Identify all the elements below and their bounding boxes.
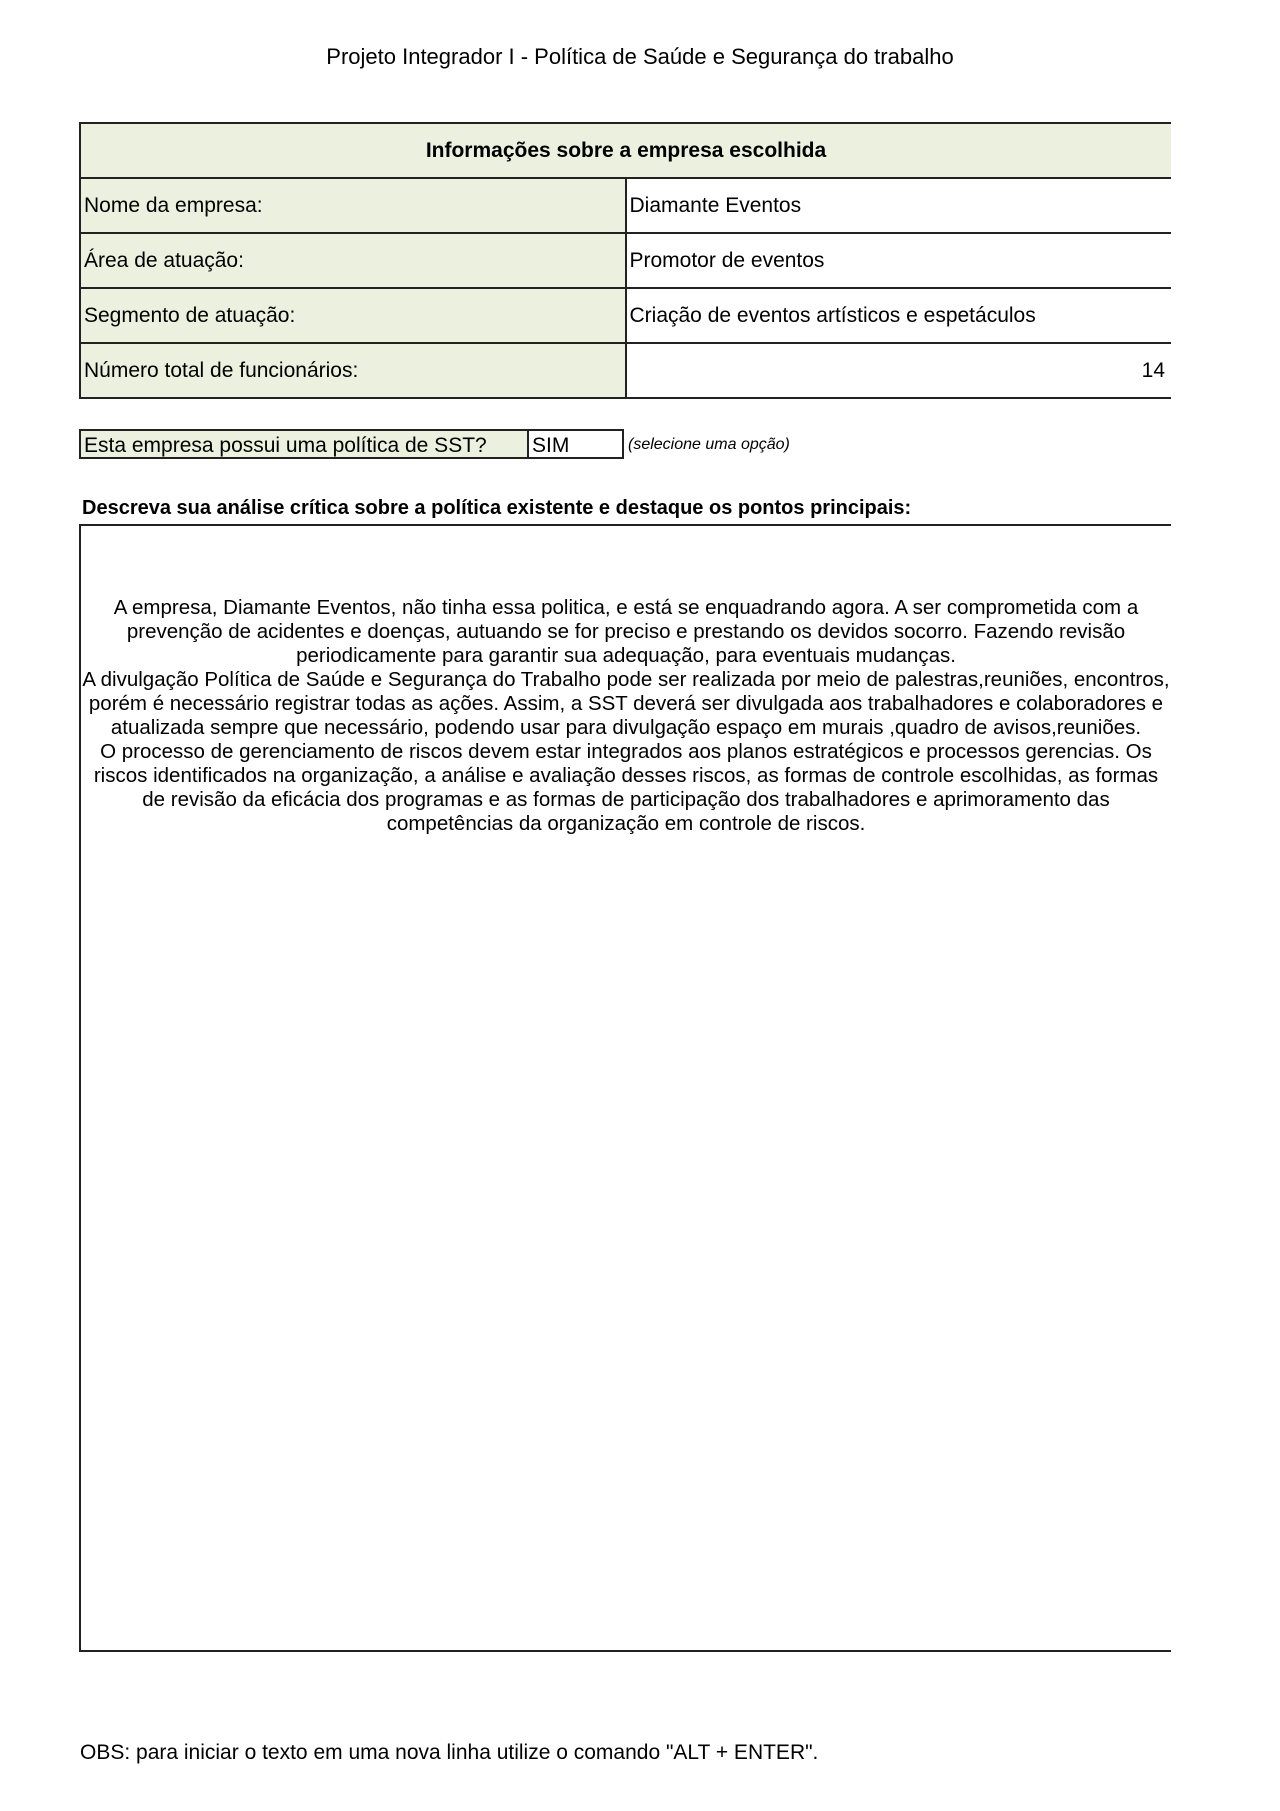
analysis-text-cell[interactable] bbox=[79, 524, 1171, 1652]
analysis-paragraph: O processo de gerenciamento de riscos devem estar integrados aos planos estratégicos e processos gerencias. Os riscos identificados na organização, a análise e avaliação desses riscos, as formas de controle escolhidas, as formas de revisão da eficácia dos programas e as formas de participação dos trabalhadores e aprimoramento das competências da organização em controle de riscos. bbox=[93, 740, 1159, 835]
analysis-paragraph: A empresa, Diamante Eventos, não tinha essa politica, e está se enquadrando agora. A ser comprometida com a prevenção de acidentes e doenças, autuando se for preciso e prestando os devidos socorro. Fazendo revisão periodicamente para garantir sua adequação, para eventuais mudanças. bbox=[113, 596, 1139, 667]
business-area-label: Área de atuação: bbox=[80, 233, 626, 288]
company-info-header-row bbox=[80, 123, 1171, 178]
business-area-row bbox=[80, 233, 1171, 288]
employee-count-row bbox=[80, 343, 1171, 398]
analysis-heading: Descreva sua análise crítica sobre a política existente e destaque os pontos principais: bbox=[82, 497, 912, 519]
company-name-row bbox=[80, 178, 1171, 233]
analysis-paragraph: A divulgação Política de Saúde e Segurança do Trabalho pode ser realizada por meio de palestras,reuniões, encontros, porém é necessário registrar todas as ações. Assim, a SST deverá ser divulgada aos trabalhadores e colaboradores e atualizada sempre que necessário, podendo usar para divulgação espaço em murais ,quadro de avisos,reuniões. bbox=[82, 668, 1170, 739]
sst-hint-text: (selecione uma opção) bbox=[628, 436, 790, 453]
company-info-table bbox=[79, 122, 1171, 399]
sst-question-label: Esta empresa possui uma política de SST? bbox=[79, 429, 527, 459]
page-title: Projeto Integrador I - Política de Saúde e Segurança do trabalho bbox=[326, 44, 954, 69]
business-area-cell[interactable]: Promotor de eventos bbox=[626, 233, 1172, 288]
company-info-header: Informações sobre a empresa escolhida bbox=[80, 123, 1171, 178]
company-name-label: Nome da empresa: bbox=[80, 178, 626, 233]
analysis-text bbox=[81, 596, 1171, 836]
footer-note: OBS: para iniciar o texto em uma nova linha utilize o comando "ALT + ENTER". bbox=[80, 1741, 819, 1764]
sst-answer-select[interactable]: SIM bbox=[527, 429, 624, 459]
employee-count-label: Número total de funcionários: bbox=[80, 343, 626, 398]
employee-count-cell[interactable]: 14 bbox=[626, 343, 1172, 398]
company-name-cell[interactable]: Diamante Eventos bbox=[626, 178, 1172, 233]
business-segment-label: Segmento de atuação: bbox=[80, 288, 626, 343]
business-segment-row bbox=[80, 288, 1171, 343]
business-segment-cell[interactable]: Criação de eventos artísticos e espetáculos bbox=[626, 288, 1172, 343]
sst-question-row bbox=[79, 429, 790, 461]
